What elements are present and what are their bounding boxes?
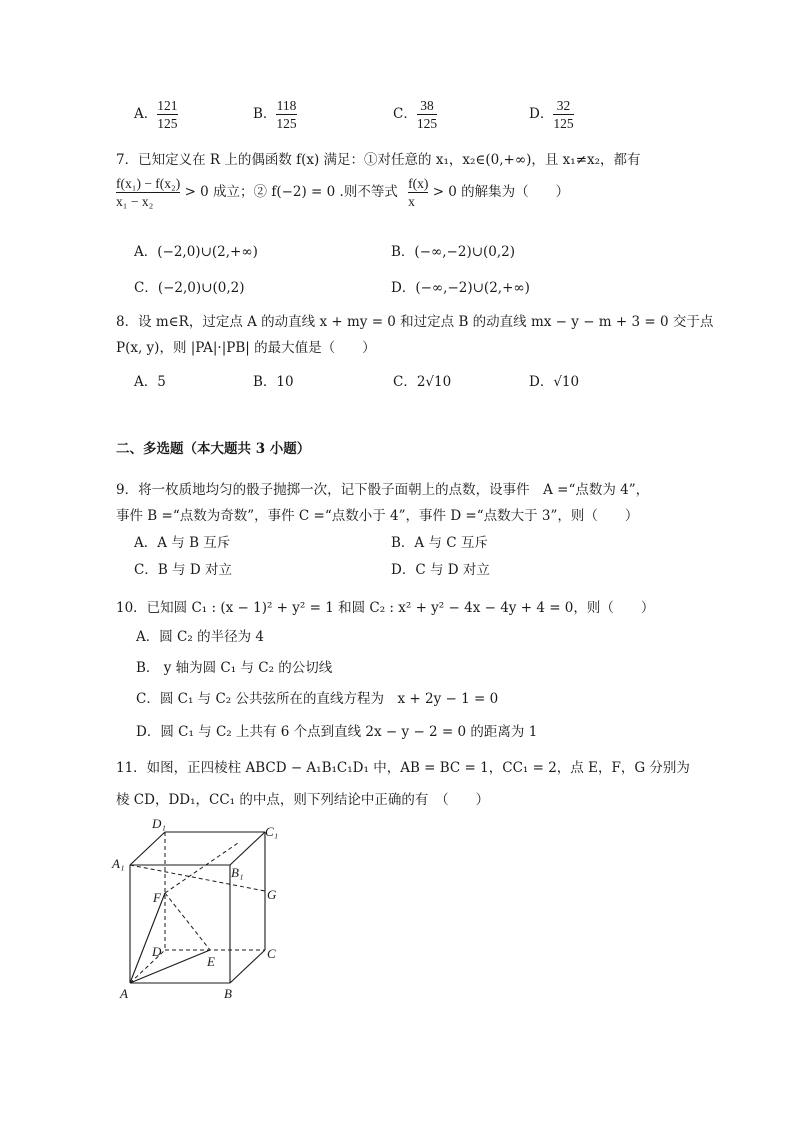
- option-text: A 与 B 互斥: [157, 535, 231, 551]
- label-d: D: [152, 944, 162, 959]
- option-fraction: $\frac{121}{125}$: [157, 98, 178, 131]
- option-letter: A．: [134, 374, 158, 390]
- option-letter: B．: [391, 535, 415, 551]
- q9-option-d: [391, 558, 490, 578]
- option-text: √10: [553, 374, 580, 390]
- label-g: G: [267, 887, 277, 902]
- option-letter: B．: [253, 106, 277, 122]
- q7-option-c: [134, 276, 244, 296]
- q7-condition-fraction: $\frac{\text{f(x₁) − f(x₂)}}{\text{x₁ − x₂}}$: [116, 176, 181, 209]
- option-letter: D．: [529, 106, 554, 122]
- option-letter: C．: [134, 280, 158, 296]
- option-text: (−2,0)∪(2,+∞): [157, 244, 258, 260]
- segment-a1g: [130, 865, 265, 891]
- q8-option-b: [253, 370, 294, 390]
- label-c: C: [267, 946, 276, 961]
- label-f: F: [153, 890, 161, 905]
- q10-option-a: A．圆 C₂ 的半径为 4: [136, 629, 264, 645]
- solid-edges: [130, 832, 265, 983]
- option-letter: B．: [253, 374, 277, 390]
- option-text: (−∞,−2)∪(2,+∞): [415, 280, 530, 296]
- q7-option-d: [391, 276, 530, 296]
- q9-line1: 9．将一枚质地均匀的骰子抛掷一次，记下骰子面朝上的点数，设事件 A =“点数为 4”，: [116, 482, 650, 498]
- hidden-edges: [130, 832, 265, 983]
- q10-option-d: D．圆 C₁ 与 C₂ 上共有 6 个点到直线 2x − y − 2 = 0 的距离为 1: [136, 724, 538, 740]
- option-letter: D．: [529, 374, 554, 390]
- q8-option-d: [529, 370, 579, 390]
- q9-option-c: [134, 558, 232, 578]
- q6-option-b: [253, 98, 297, 131]
- option-letter: B．: [391, 244, 415, 260]
- q8-option-a: [134, 370, 166, 390]
- q9-line2: 事件 B =“点数为奇数”，事件 C =“点数小于 4”，事件 D =“点数大于 3”，则（ ）: [116, 508, 639, 524]
- q8-option-c: [393, 370, 451, 390]
- label-a1: A₁: [112, 856, 125, 871]
- option-letter: A．: [134, 244, 158, 260]
- q6-option-d: [529, 98, 574, 131]
- segment-fe: [165, 893, 210, 950]
- segment-af: [130, 893, 165, 983]
- q6-option-a: [134, 98, 178, 131]
- option-letter: C．: [393, 374, 417, 390]
- option-text: (−2,0)∪(0,2): [157, 280, 245, 296]
- q9-option-b: [391, 531, 488, 551]
- label-b: B: [224, 986, 232, 1001]
- label-e: E: [207, 954, 215, 969]
- option-text: 2√10: [416, 374, 452, 390]
- option-text: A 与 C 互斥: [414, 535, 488, 551]
- option-text: C 与 D 对立: [415, 562, 490, 578]
- option-letter: D．: [391, 562, 416, 578]
- option-letter: A．: [134, 535, 158, 551]
- segment-f-b1c1: [165, 843, 238, 893]
- q7-line2: $\frac{\text{f(x₁) − f(x₂)}}{\text{x₁ − x₂}}$ > 0 成立；② f(−2) = 0 .则不等式 $\frac{f(x)}{x}$ > 0 的解集为（ ）: [116, 176, 570, 209]
- edge-a1d1: [130, 832, 165, 865]
- label-a: A: [120, 986, 128, 1001]
- option-fraction: $\frac{38}{125}$: [416, 98, 438, 131]
- edge-bc: [230, 950, 265, 983]
- q11-line2: 棱 CD，DD₁，CC₁ 的中点，则下列结论中正确的有 （ ）: [116, 792, 490, 808]
- q7-line1: 7．已知定义在 R 上的偶函数 f(x) 满足：①对任意的 x₁，x₂∈(0,+∞)，且 x₁≠x₂，都有: [116, 152, 641, 168]
- option-letter: C．: [393, 106, 417, 122]
- option-fraction: $\frac{118}{125}$: [276, 98, 297, 131]
- option-fraction: $\frac{32}{125}$: [553, 98, 574, 131]
- option-letter: C．: [134, 562, 158, 578]
- q7-option-a: [134, 240, 258, 260]
- option-letter: A．: [134, 106, 158, 122]
- q6-option-c: [393, 98, 437, 131]
- q7-option-b: [391, 240, 515, 260]
- option-text: 5: [157, 374, 166, 390]
- label-b1: B₁: [231, 865, 244, 880]
- q10-option-c: C．圆 C₁ 与 C₂ 公共弦所在的直线方程为 x + 2y − 1 = 0: [136, 691, 499, 707]
- option-text: 10: [276, 374, 294, 390]
- q9-option-a: [134, 531, 230, 551]
- q10-option-b: B． y 轴为圆 C₁ 与 C₂ 的公切线: [136, 660, 333, 676]
- edge-b1c1: [230, 832, 265, 865]
- q7-inequality-fraction: $\frac{f(x)}{x}$: [408, 176, 429, 209]
- option-letter: D．: [391, 280, 416, 296]
- q11-line1: 11．如图，正四棱柱 ABCD − A₁B₁C₁D₁ 中，AB = BC = 1，CC₁ = 2，点 E，F，G 分别为: [116, 760, 690, 776]
- label-c1: C₁: [265, 824, 279, 839]
- option-text: B 与 D 对立: [157, 562, 232, 578]
- segment-ae: [130, 950, 210, 983]
- section2-title: 二、多选题（本大题共 3 小题）: [116, 441, 311, 457]
- q8-line2: P(x, y)，则 |PA|·|PB| 的最大值是（ ）: [116, 340, 376, 356]
- q8-line1: 8．设 m∈R，过定点 A 的动直线 x + my = 0 和过定点 B 的动直线 mx − y − m + 3 = 0 交于点: [116, 314, 714, 330]
- label-d1: D₁: [152, 816, 166, 831]
- prism-figure: [100, 810, 300, 1005]
- option-text: (−∞,−2)∪(0,2): [414, 244, 516, 260]
- q10-line1: 10．已知圆 C₁ : (x − 1)² + y² = 1 和圆 C₂ : x² + y² − 4x − 4y + 4 = 0，则（ ）: [116, 600, 655, 616]
